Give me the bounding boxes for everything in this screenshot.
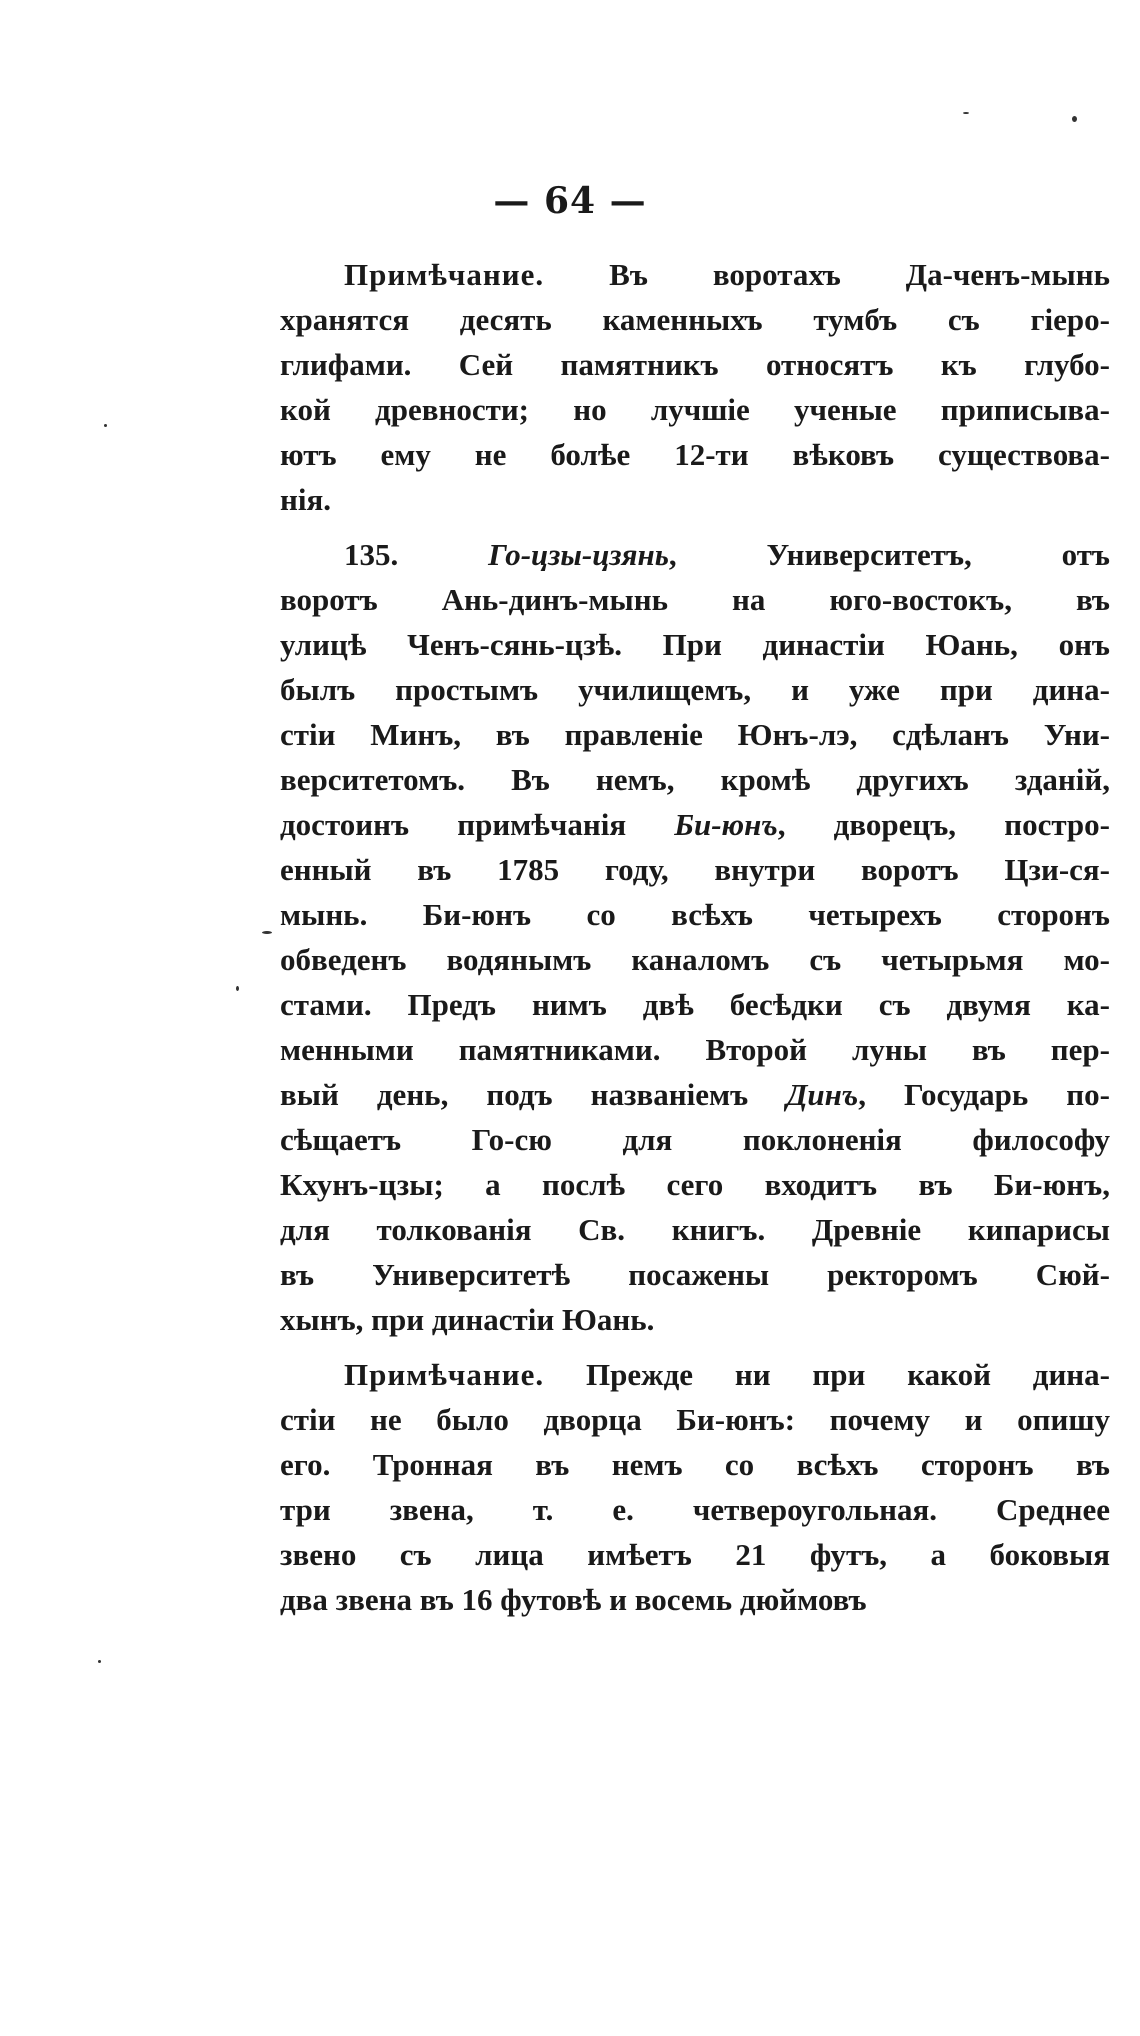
line-text: кой древности; но лучшiе ученые приписыва- — [280, 392, 1110, 427]
text-line — [280, 937, 1110, 982]
line-text: сѣщаетъ Го-сю для поклоненiя философу — [280, 1122, 1110, 1157]
line-text: , Университетъ, отъ — [668, 537, 1110, 572]
text-line — [280, 577, 1110, 622]
line-text: улицѣ Ченъ-сянь-цзѣ. При династiи Юань, онъ — [280, 627, 1110, 662]
text-line — [280, 1487, 1110, 1532]
text-line — [280, 667, 1110, 712]
line-text: стами. Предъ нимъ двѣ бесѣдки съ двумя ка- — [280, 987, 1110, 1022]
italic-term: Би-юнъ — [674, 807, 778, 842]
paragraph-item-135 — [280, 532, 1110, 1342]
line-text: стiи Минъ, въ правленiе Юнъ-лэ, сдѣланъ Уни- — [280, 717, 1110, 752]
line-text: два звена въ 16 футовѣ и восемь дюймовъ — [280, 1582, 867, 1617]
line-text: Въ воротахъ Да-ченъ-мынь — [544, 257, 1110, 292]
text-line — [280, 847, 1110, 892]
line-text: хранятся десять каменныхъ тумбъ съ гiеро- — [280, 302, 1110, 337]
text-line — [280, 802, 1110, 847]
text-line — [280, 1297, 1110, 1342]
page-number: — 64 — — [493, 180, 647, 222]
text-line — [280, 1027, 1110, 1072]
line-text: для толкованiя Св. книгъ. Древнiе кипарисы — [280, 1212, 1110, 1247]
text-line — [280, 1352, 1110, 1397]
line-text: менными памятниками. Второй луны въ пер- — [280, 1032, 1110, 1067]
paper-speck — [262, 931, 272, 934]
line-text-prefix: вый день, подъ названiемъ — [280, 1077, 787, 1112]
text-line — [280, 1397, 1110, 1442]
paragraph-note-2 — [280, 1352, 1110, 1622]
text-line — [280, 757, 1110, 802]
text-line — [280, 532, 1110, 577]
text-line — [280, 1532, 1110, 1577]
line-text: звено съ лица имѣетъ 21 футъ, а боковыя — [280, 1537, 1110, 1572]
page-text — [280, 252, 1110, 1622]
text-line — [280, 387, 1110, 432]
text-line — [280, 1072, 1110, 1117]
line-text: воротъ Ань-динъ-мынь на юго-востокъ, въ — [280, 582, 1110, 617]
text-line — [280, 252, 1110, 297]
line-text: глифами. Сей памятникъ относятъ къ глубо- — [280, 347, 1110, 382]
text-line — [280, 342, 1110, 387]
line-text-prefix: 135. — [344, 537, 489, 572]
text-line — [280, 1442, 1110, 1487]
text-line — [280, 432, 1110, 477]
paper-speck — [98, 1660, 101, 1663]
paper-speck — [104, 424, 107, 427]
italic-term: Го-цзы-цзянь — [488, 537, 669, 572]
line-text: Кхунъ-цзы; а послѣ сего входитъ въ Би-юнъ, — [280, 1167, 1110, 1202]
line-text: верситетомъ. Въ немъ, кромѣ другихъ зданiй, — [280, 762, 1110, 797]
paragraph-note-1 — [280, 252, 1110, 522]
italic-term: Динъ — [786, 1077, 859, 1112]
text-line — [280, 1577, 1110, 1622]
line-text: три звена, т. е. четвероугольная. Среднее — [280, 1492, 1110, 1527]
text-line — [280, 297, 1110, 342]
paragraph-gap — [280, 1342, 1110, 1352]
text-line — [280, 892, 1110, 937]
note-label: Примѣчание. — [344, 1357, 545, 1392]
text-line — [280, 982, 1110, 1027]
line-text: , Государь по- — [858, 1077, 1110, 1112]
text-line — [280, 1207, 1110, 1252]
line-text: , дворецъ, постро- — [777, 807, 1110, 842]
line-text: Прежде ни при какой дина- — [544, 1357, 1110, 1392]
note-label: Примѣчание. — [344, 257, 545, 292]
paper-speck — [1072, 116, 1077, 122]
paragraph-gap — [280, 522, 1110, 532]
text-line — [280, 712, 1110, 757]
line-text: нiя. — [280, 482, 331, 517]
line-text: хынъ, при династiи Юань. — [280, 1302, 655, 1337]
paper-speck — [963, 112, 969, 114]
line-text: въ Университетѣ посажены ректоромъ Сюй- — [280, 1257, 1110, 1292]
text-line — [280, 622, 1110, 667]
line-text-prefix: достоинъ примѣчанiя — [280, 807, 675, 842]
line-text: обведенъ водянымъ каналомъ съ четырьмя мо- — [280, 942, 1110, 977]
line-text: ютъ ему не болѣе 12-ти вѣковъ существова- — [280, 437, 1110, 472]
paper-speck — [236, 986, 239, 991]
line-text: мынь. Би-юнъ со всѣхъ четырехъ сторонъ — [280, 897, 1110, 932]
text-line — [280, 1117, 1110, 1162]
line-text: стiи не было дворца Би-юнъ: почему и опишу — [280, 1402, 1110, 1437]
line-text: былъ простымъ училищемъ, и уже при дина- — [280, 672, 1110, 707]
text-line — [280, 477, 1110, 522]
line-text: его. Тронная въ немъ со всѣхъ сторонъ въ — [280, 1447, 1110, 1482]
line-text: енный въ 1785 году, внутри воротъ Цзи-ся- — [280, 852, 1110, 887]
text-line — [280, 1162, 1110, 1207]
text-line — [280, 1252, 1110, 1297]
